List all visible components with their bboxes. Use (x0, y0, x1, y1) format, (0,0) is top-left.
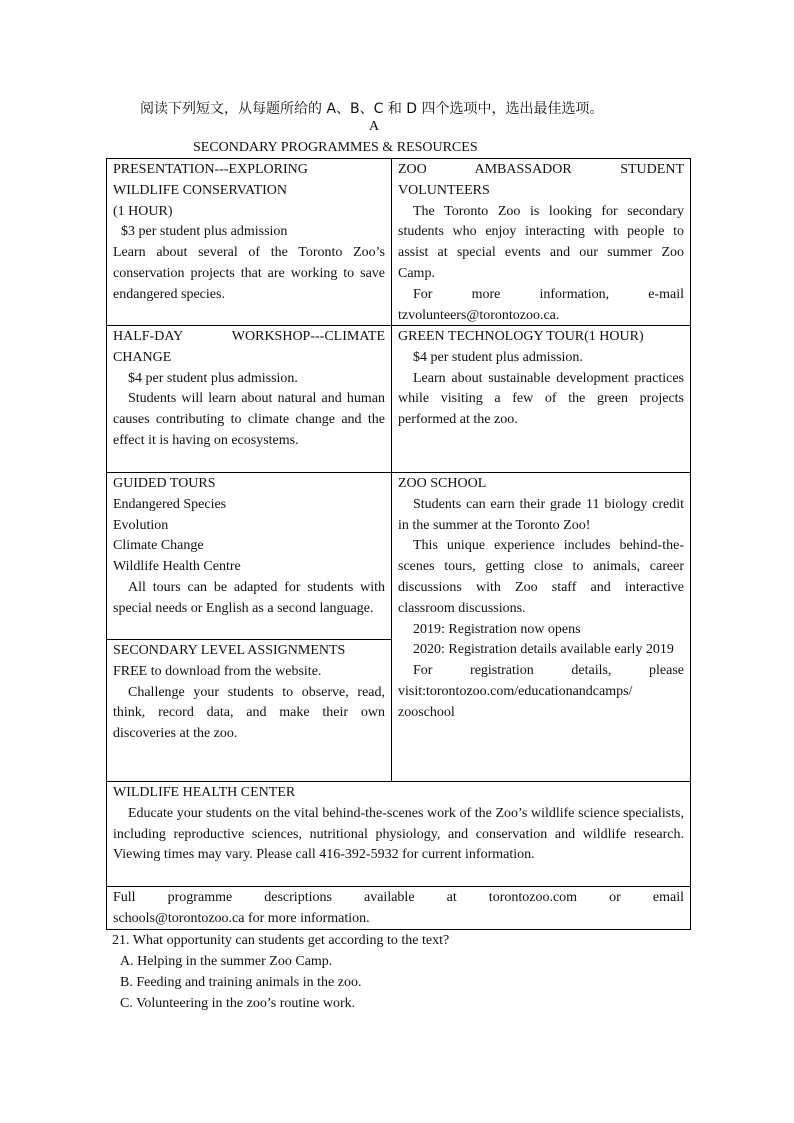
cell-workshop (106, 325, 392, 473)
cell-wildlife-health (106, 781, 691, 887)
ambassador-email[interactable]: tzvolunteers@torontozoo.ca. (398, 307, 560, 323)
assignments-free: FREE to download from the website. (113, 663, 322, 679)
guided-item: Climate Change (113, 538, 204, 554)
ambassador-body: The Toronto Zoo is looking for secondary students who enjoy interacting with people to assist at special events and our summer Zoo Camp. (398, 203, 684, 281)
health-body: Educate your students on the vital behind-the-scenes work of the Zoo’s wildlife science specialists, including reproductive sciences, nutritional physiology, and conservation and wildlife research. Viewing times may vary. Please call 416-392-5932 for current information. (113, 805, 684, 863)
cell-zoo-ambassador (391, 158, 691, 326)
programmes-table (106, 158, 691, 930)
option-a[interactable]: A. Helping in the summer Zoo Camp. (120, 954, 333, 969)
zooschool-url-2[interactable]: zooschool (398, 704, 455, 720)
cell-green-technology (391, 325, 691, 473)
guided-body: All tours can be adapted for students with special needs or English as a second language. (113, 579, 385, 616)
cell-zoo-school (391, 472, 691, 782)
passage-heading: SECONDARY PROGRAMMES & RESOURCES (193, 140, 478, 155)
presentation-body: Learn about several of the Toronto Zoo’s conservation projects that are working to save endangered species. (113, 245, 385, 302)
cell-assignments (106, 639, 392, 782)
option-b[interactable]: B. Feeding and training animals in the zoo. (120, 975, 362, 990)
green-price: $4 per student plus admission. (413, 349, 583, 365)
guided-item: Wildlife Health Centre (113, 559, 241, 575)
ambassador-title-1: ZOO AMBASSADOR STUDENT (398, 162, 684, 177)
presentation-duration: (1 HOUR) (113, 203, 173, 219)
passage-letter: A (369, 119, 380, 134)
presentation-title-1: PRESENTATION---EXPLORING (113, 162, 308, 177)
guided-item: Evolution (113, 517, 169, 533)
presentation-price: $3 per student plus admission (121, 224, 288, 240)
zooschool-body-2: This unique experience includes behind-the-scenes tours, getting close to animals, career discussions with Zoo staff and interactive classroom discussions. (398, 538, 684, 616)
instructions: 阅读下列短文，从每题所给的 A、B、C 和 D 四个选项中，选出最佳选项。 (140, 101, 604, 117)
green-title: GREEN TECHNOLOGY TOUR(1 HOUR) (398, 329, 644, 344)
health-title: WILDLIFE HEALTH CENTER (113, 785, 296, 800)
cell-footer (106, 886, 691, 930)
green-body: Learn about sustainable development practices while visiting a few of the green projects performed at the zoo. (398, 370, 684, 428)
guided-title: GUIDED TOURS (113, 476, 216, 491)
presentation-title-2: WILDLIFE CONSERVATION (113, 182, 288, 198)
zooschool-reg-for: For registration details, please (413, 663, 684, 679)
workshop-title-2: CHANGE (113, 349, 172, 365)
ambassador-title-2: VOLUNTEERS (398, 182, 490, 198)
assignments-body: Challenge your students to observe, read, think, record data, and make their own discoveries at the zoo. (113, 684, 385, 742)
zooschool-reg-2019: 2019: Registration now opens (413, 621, 581, 637)
cell-presentation (106, 158, 392, 326)
footer-line-1: Full programme descriptions available at torontozoo.com or email (113, 890, 684, 905)
footer-line-2: schools@torontozoo.ca for more information. (113, 910, 370, 926)
option-c[interactable]: C. Volunteering in the zoo’s routine work. (120, 996, 356, 1011)
zooschool-body: Students can earn their grade 11 biology credit in the summer at the Toronto Zoo! (398, 496, 684, 533)
zooschool-title: ZOO SCHOOL (398, 476, 487, 491)
question-stem: 21. What opportunity can students get according to the text? (112, 933, 450, 948)
guided-item: Endangered Species (113, 496, 227, 512)
question-21 (112, 930, 449, 1014)
ambassador-contact: For more information, e-mail (413, 286, 684, 302)
cell-guided-tours (106, 472, 392, 640)
zooschool-url-1[interactable]: visit:torontozoo.com/educationandcamps/ (398, 683, 633, 699)
workshop-title-1: HALF-DAY WORKSHOP---CLIMATE (113, 329, 385, 344)
assignments-title: SECONDARY LEVEL ASSIGNMENTS (113, 643, 346, 658)
zooschool-reg-2020: 2020: Registration details available early 2019 (413, 642, 674, 658)
workshop-body: Students will learn about natural and human causes contributing to climate change and the effect it is having on ecosystems. (113, 391, 385, 448)
workshop-price: $4 per student plus admission. (128, 370, 298, 386)
